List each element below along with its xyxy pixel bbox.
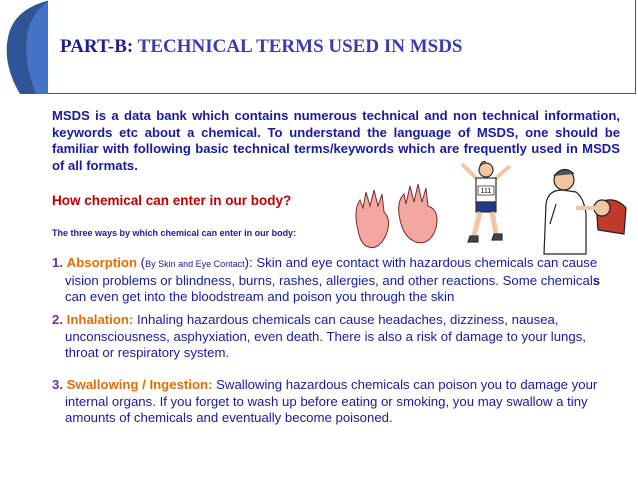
item-text-c: can even get into the bloodstream and poison you through the skin: [65, 289, 455, 304]
item-text-a: Skin and eye contact with hazardous chemicals can cause vision problems or blindness, burns, rashes, allergies, and other reactions. Some chemical: [65, 255, 598, 288]
item-paren-open: (: [137, 255, 146, 270]
item-term: Absorption: [66, 255, 137, 270]
item-number: 3.: [52, 377, 63, 392]
intro-paragraph: MSDS is a data bank which contains numerous technical and non technical information, keywords etc about a chemical. To understand the language of MSDS, one should be familiar with following basic technical terms/keywords which are frequently used in MSDS of all formats.: [52, 108, 620, 173]
dentist-icon: [536, 164, 632, 256]
item-number: 2.: [52, 312, 63, 327]
runner-bib-number: 111: [480, 188, 492, 195]
item-paren-close: ):: [244, 255, 253, 270]
item-number: 1.: [52, 255, 63, 270]
hands-icon: [348, 180, 448, 260]
page-title: [60, 36, 462, 58]
header-accent-tab: [0, 0, 50, 94]
list-item-swallowing: [52, 377, 612, 427]
item-text: Swallowing hazardous chemicals can poison you to damage your internal organs. If you forget to wash up before eating or smoking, you may swallow a tiny amounts of chemicals and eventually become poisoned.: [65, 377, 598, 425]
title-rest: TECHNICAL TERMS USED IN MSDS: [133, 36, 463, 57]
question-heading: How chemical can enter in our body?: [52, 193, 292, 208]
ways-intro: The three ways by which chemical can enter in our body:: [52, 228, 297, 238]
list-item-inhalation: [52, 312, 612, 362]
item-term: Swallowing / Ingestion:: [66, 377, 213, 392]
item-text: Inhaling hazardous chemicals can cause headaches, dizziness, nausea, unconsciousness, asphyxiation, even death. There is also a risk of damage to your lungs, throat or respiratory system.: [65, 312, 586, 360]
list-item-absorption: [52, 255, 612, 306]
item-note: By Skin and Eye Contact: [145, 259, 245, 269]
item-term: Inhalation:: [66, 312, 134, 327]
item-text-b: s: [592, 272, 601, 288]
title-part: PART-B:: [60, 36, 134, 57]
runner-icon: [456, 158, 516, 250]
